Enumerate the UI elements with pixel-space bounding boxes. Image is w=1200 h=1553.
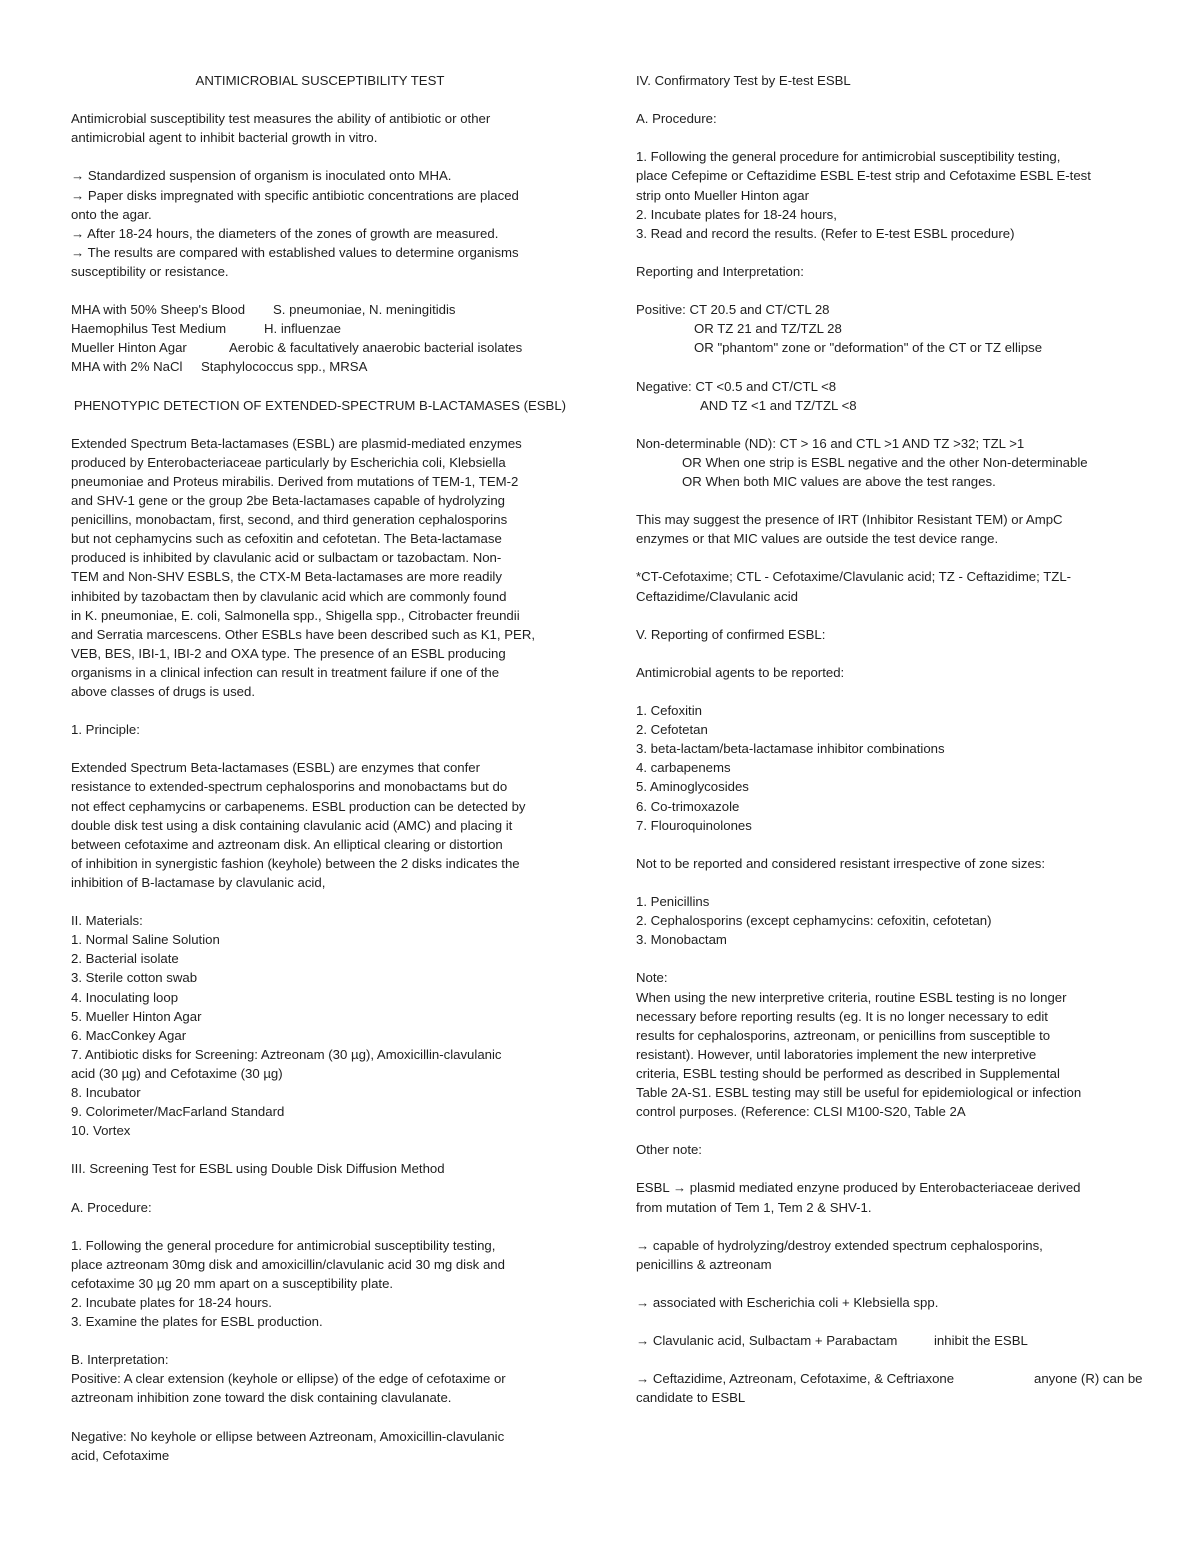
media-table: [71, 300, 569, 376]
procedure-line: strip onto Mueller Hinton agar: [636, 187, 809, 203]
nd-line: Non-determinable (ND): CT > 16 and CTL >1 AND TZ >32; TZL >1: [636, 435, 1025, 451]
note-line: criteria, ESBL testing should be performed as described in Supplemental: [636, 1065, 1060, 1081]
media-row: [71, 338, 569, 357]
note-line: necessary before reporting results (eg. It is no longer necessary to edit: [636, 1008, 1048, 1024]
other-note-part: inhibit the ESBL: [934, 1333, 1028, 1349]
other-note-line: penicillins & aztreonam: [636, 1256, 772, 1272]
esbl-intro-line: produced by Enterobacteriaceae particularly by Escherichia coli, Klebsiella: [71, 454, 506, 470]
materials-item: acid (30 µg) and Cefotaxime (30 µg): [71, 1065, 283, 1081]
procedure-line: cefotaxime 30 µg 20 mm apart on a susceptibility plate.: [71, 1275, 394, 1291]
agent-item: 7. Flouroquinolones: [636, 817, 752, 833]
step-line: onto the agar.: [71, 206, 152, 222]
esbl-intro-line: but not cephamycins such as cefoxitin and cefotetan. The Beta-lactamase: [71, 531, 502, 547]
materials-item: 6. MacConkey Agar: [71, 1027, 187, 1043]
materials-item: 4. Inoculating loop: [71, 989, 179, 1005]
other-note-part: → Clavulanic acid, Sulbactam + Parabactam: [636, 1333, 898, 1349]
procedure-line: 2. Incubate plates for 18-24 hours,: [636, 206, 837, 222]
left-column: [71, 71, 569, 1465]
esbl-intro-line: inhibited by tazobactam then by clavulanic acid which are commonly found: [71, 588, 507, 604]
esbl-intro-line: pneumoniae and Proteus mirabilis. Derived from mutations of TEM-1, TEM-2: [71, 473, 519, 489]
other-note-line: [636, 1331, 1128, 1350]
procedure-line: 3. Examine the plates for ESBL production.: [71, 1314, 323, 1330]
other-note-line: candidate to ESBL: [636, 1390, 746, 1406]
principle-line: resistance to extended-spectrum cephalosporins and monobactams but do: [71, 779, 508, 795]
other-note-line: ESBL → plasmid mediated enzyne produced by Enterobacteriaceae derived: [636, 1180, 1081, 1196]
not-reported-item: 2. Cephalosporins (except cephamycins: cefoxitin, cefotetan): [636, 913, 992, 929]
positive-line: Positive: CT 20.5 and CT/CTL 28: [636, 302, 830, 318]
note-line: When using the new interpretive criteria, routine ESBL testing is no longer: [636, 989, 1067, 1005]
media-name: MHA with 2% NaCl: [71, 359, 183, 375]
positive-line: Positive: A clear extension (keyhole or ellipse) of the edge of cefotaxime or: [71, 1371, 506, 1387]
principle-line: inhibition of B-lactamase by clavulanic acid,: [71, 874, 326, 890]
agent-item: 2. Cefotetan: [636, 722, 708, 738]
materials-heading: II. Materials:: [71, 913, 143, 929]
agent-item: 6. Co-trimoxazole: [636, 798, 740, 814]
esbl-intro-line: Extended Spectrum Beta-lactamases (ESBL) are plasmid-mediated enzymes: [71, 435, 522, 451]
other-note-heading: Other note:: [636, 1142, 702, 1158]
materials-item: 10. Vortex: [71, 1123, 131, 1139]
procedure-line: 1. Following the general procedure for antimicrobial susceptibility testing,: [71, 1237, 496, 1253]
materials-item: 8. Incubator: [71, 1084, 141, 1100]
materials-item: 1. Normal Saline Solution: [71, 932, 220, 948]
intro-line: antimicrobial agent to inhibit bacterial growth in vitro.: [71, 130, 378, 146]
step-line: → The results are compared with established values to determine organisms: [71, 244, 519, 260]
materials-item: 3. Sterile cotton swab: [71, 970, 198, 986]
positive-line: OR TZ 21 and TZ/TZL 28: [694, 321, 842, 337]
note-line: resistant). However, until laboratories implement the new interpretive: [636, 1046, 1037, 1062]
not-reported-item: 3. Monobactam: [636, 932, 727, 948]
positive-line: aztreonam inhibition zone toward the disk containing clavulanate.: [71, 1390, 452, 1406]
principle-line: double disk test using a disk containing clavulanic acid (AMC) and placing it: [71, 817, 513, 833]
principle-line: not effect cephamycins or carbapenems. ESBL production can be detected by: [71, 798, 526, 814]
reporting-heading: Reporting and Interpretation:: [636, 263, 804, 279]
materials-item: 5. Mueller Hinton Agar: [71, 1008, 202, 1024]
agent-item: 3. beta-lactam/beta-lactamase inhibitor combinations: [636, 741, 945, 757]
negative-line: Negative: No keyhole or ellipse between Aztreonam, Amoxicillin-clavulanic: [71, 1428, 505, 1444]
media-organism: Aerobic & facultatively anaerobic bacterial isolates: [229, 340, 523, 356]
other-note-line: → associated with Escherichia coli + Klebsiella spp.: [636, 1295, 939, 1310]
procedure-line: place Cefepime or Ceftazidime ESBL E-test strip and Cefotaxime ESBL E-test: [636, 168, 1091, 184]
principle-line: of inhibition in synergistic fashion (keyhole) between the 2 disks indicates the: [71, 855, 520, 871]
esbl-intro-line: organisms in a clinical infection can result in treatment failure if one of the: [71, 664, 500, 680]
procedure-line: 1. Following the general procedure for antimicrobial susceptibility testing,: [636, 149, 1061, 165]
other-note-part: → Ceftazidime, Aztreonam, Cefotaxime, & Ceftriaxone: [636, 1371, 955, 1387]
esbl-heading: PHENOTYPIC DETECTION OF EXTENDED-SPECTRUM Β-LACTAMASES (ESBL): [73, 397, 567, 413]
not-reported-heading: Not to be reported and considered resistant irrespective of zone sizes:: [636, 855, 1046, 871]
nd-line: OR When both MIC values are above the test ranges.: [682, 473, 996, 489]
esbl-intro-line: and SHV-1 gene or the group 2be Beta-lactamases capable of hydrolyzing: [71, 493, 505, 509]
esbl-intro-line: and Serratia marcescens. Other ESBLs have been described such as K1, PER,: [71, 626, 536, 642]
note-line: control purposes. (Reference: CLSI M100-S20, Table 2A: [636, 1104, 966, 1120]
principle-line: Extended Spectrum Beta-lactamases (ESBL) are enzymes that confer: [71, 760, 481, 776]
procedure-heading: A. Procedure:: [636, 111, 717, 127]
media-organism: H. influenzae: [264, 321, 341, 337]
principle-heading: 1. Principle:: [71, 722, 140, 738]
esbl-intro-line: penicillins, monobactam, first, second, and third generation cephalosporins: [71, 512, 508, 528]
step-line: → After 18-24 hours, the diameters of the zones of growth are measured.: [71, 225, 499, 241]
media-organism: Staphylococcus spp., MRSA: [201, 359, 368, 375]
media-row: [71, 319, 569, 338]
screening-heading: III. Screening Test for ESBL using Double Disk Diffusion Method: [71, 1161, 445, 1177]
right-column: [636, 71, 1143, 1408]
note-heading: Note:: [636, 970, 668, 986]
other-note-line: from mutation of Tem 1, Tem 2 & SHV-1.: [636, 1199, 872, 1215]
procedure-heading: A. Procedure:: [71, 1199, 152, 1215]
esbl-intro-line: in K. pneumoniae, E. coli, Salmonella spp., Shigella spp., Citrobacter freundii: [71, 607, 520, 623]
agent-item: 4. carbapenems: [636, 760, 731, 776]
media-organism: S. pneumoniae, N. meningitidis: [273, 302, 456, 318]
nd-line: OR When one strip is ESBL negative and the other Non-determinable: [682, 454, 1088, 470]
materials-item: 2. Bacterial isolate: [71, 951, 179, 967]
materials-item: 7. Antibiotic disks for Screening: Aztreonam (30 µg), Amoxicillin-clavulanic: [71, 1046, 502, 1062]
step-line: susceptibility or resistance.: [71, 263, 229, 279]
suggest-line: This may suggest the presence of IRT (Inhibitor Resistant TEM) or AmpC: [636, 512, 1063, 528]
note-line: results for cephalosporins, aztreonam, or penicillins from susceptible to: [636, 1027, 1051, 1043]
negative-line: acid, Cefotaxime: [71, 1447, 170, 1463]
other-note-line: [636, 1369, 1143, 1388]
media-name: Mueller Hinton Agar: [71, 340, 187, 356]
suggest-line: enzymes or that MIC values are outside the test device range.: [636, 531, 999, 547]
note-line: Table 2A-S1. ESBL testing may still be useful for epidemiological or infection: [636, 1084, 1082, 1100]
confirm-heading: IV. Confirmatory Test by E-test ESBL: [636, 73, 851, 88]
media-name: MHA with 50% Sheep's Blood: [71, 302, 246, 318]
esbl-intro-line: produced is inhibited by clavulanic acid or sulbactam or tazobactam. Non-: [71, 550, 502, 566]
principle-line: between cefotaxime and aztreonam disk. An elliptical clearing or distortion: [71, 836, 503, 852]
other-note-part: anyone (R) can be: [1034, 1371, 1143, 1387]
esbl-intro-line: TEM and Non-SHV ESBLS, the CTX-M Beta-lactamases are more readily: [71, 569, 502, 585]
page-title: ANTIMICROBIAL SUSCEPTIBILITY TEST: [195, 73, 445, 88]
reporting-confirmed-heading: V. Reporting of confirmed ESBL:: [636, 626, 826, 642]
negative-line: Negative: CT <0.5 and CT/CTL <8: [636, 378, 837, 394]
abbrev-line: *CT-Cefotaxime; CTL - Cefotaxime/Clavulanic acid; TZ - Ceftazidime; TZL-: [636, 569, 1072, 585]
procedure-line: 3. Read and record the results. (Refer to E-test ESBL procedure): [636, 225, 1015, 241]
step-line: → Standardized suspension of organism is inoculated onto MHA.: [71, 168, 452, 184]
procedure-line: 2. Incubate plates for 18-24 hours.: [71, 1295, 272, 1310]
other-note-line: → capable of hydrolyzing/destroy extended spectrum cephalosporins,: [636, 1237, 1043, 1253]
esbl-intro-line: VEB, BES, IBI-1, IBI-2 and OXA type. The presence of an ESBL producing: [71, 645, 506, 661]
media-row: [71, 300, 569, 319]
agent-item: 5. Aminoglycosides: [636, 779, 749, 795]
esbl-intro-line: above classes of drugs is used.: [71, 684, 255, 699]
agent-item: 1. Cefoxitin: [636, 703, 702, 719]
intro-line: Antimicrobial susceptibility test measures the ability of antibiotic or other: [71, 111, 491, 127]
agents-heading: Antimicrobial agents to be reported:: [636, 664, 845, 680]
not-reported-item: 1. Penicillins: [636, 894, 710, 910]
media-row: [71, 357, 569, 376]
interpretation-heading: B. Interpretation:: [71, 1352, 169, 1368]
positive-line: OR "phantom" zone or "deformation" of the CT or TZ ellipse: [694, 340, 1043, 356]
media-name: Haemophilus Test Medium: [71, 321, 227, 337]
negative-line: AND TZ <1 and TZ/TZL <8: [700, 397, 857, 413]
abbrev-line: Ceftazidime/Clavulanic acid: [636, 588, 798, 604]
step-line: → Paper disks impregnated with specific antibiotic concentrations are placed: [71, 187, 519, 203]
materials-item: 9. Colorimeter/MacFarland Standard: [71, 1104, 285, 1120]
procedure-line: place aztreonam 30mg disk and amoxicillin/clavulanic acid 30 mg disk and: [71, 1256, 505, 1272]
